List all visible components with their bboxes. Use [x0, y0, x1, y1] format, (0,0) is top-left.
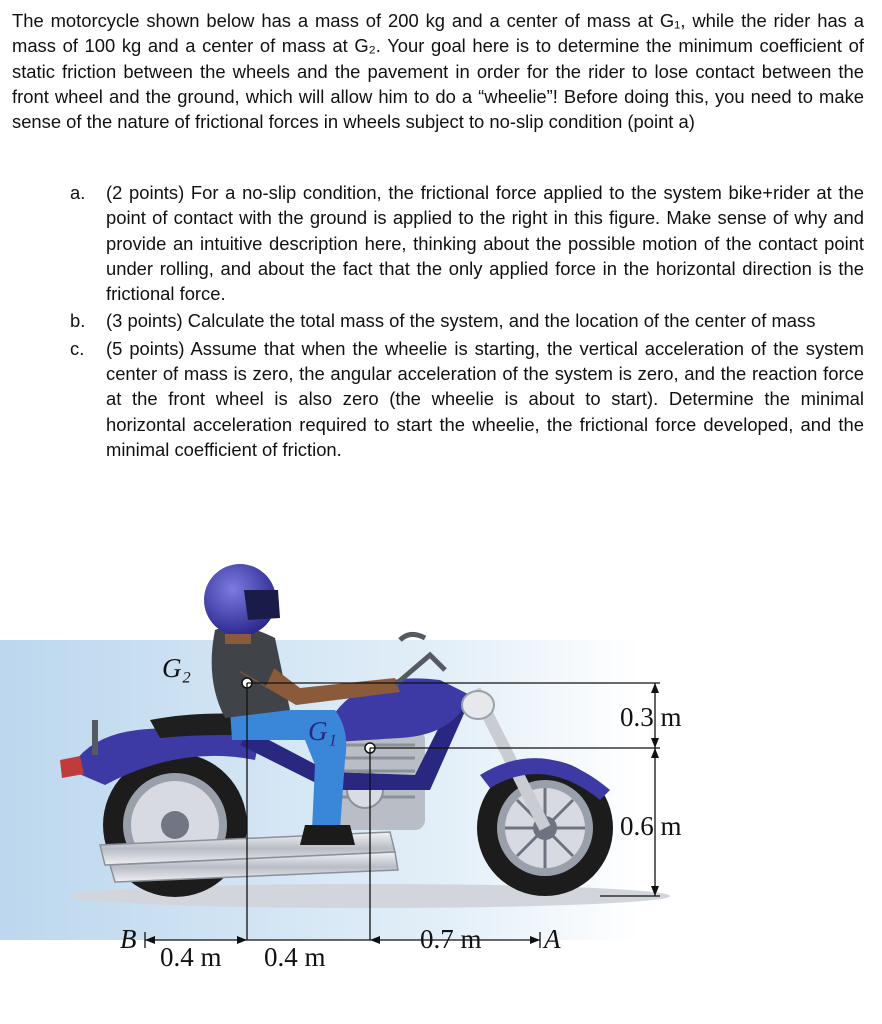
part-b-marker: b.	[70, 310, 86, 332]
motorcycle-figure	[0, 560, 882, 1024]
part-b	[70, 308, 864, 333]
part-a-marker: a.	[70, 182, 86, 203]
part-a	[70, 180, 864, 306]
g1-label: G₁	[308, 716, 337, 746]
point-b-label: B	[120, 924, 137, 954]
dim-0-7m: 0.7 m	[420, 924, 482, 954]
dim-0-3m: 0.3 m	[620, 702, 682, 732]
problem-intro: The motorcycle shown below has a mass of 200 kg and a center of mass at G₁, while the rider has a mass of 100 kg and a center of mass at G₂. Your goal here is to determine the minimum coefficient of static friction between the wheels and the pavement in order for the rider to lose contact between the front wheel and the ground, which will allow him to do a “wheelie”! Before doing this, you need to make sense of the nature of frictional forces in wheels subject to no-slip condition (point a)	[12, 10, 864, 133]
dim-0-4m-right: 0.4 m	[264, 942, 326, 972]
sissy-bar	[92, 720, 98, 755]
g2-label: G₂	[162, 653, 191, 683]
part-a-text: (2 points) For a no-slip condition, the frictional force applied to the system bike+rider at the point of contact with the ground is applied to the right in this figure. Make sense of why and provide an intuitive description here, thinking about the possible motion of the contact point under rolling, and about the fact that the only applied force in the horizontal direction is the frictional force.	[106, 182, 864, 305]
headlight	[462, 691, 494, 719]
part-c	[70, 336, 864, 462]
motorcycle-diagram	[0, 560, 882, 1024]
part-c-text: (5 points) Assume that when the wheelie is starting, the vertical acceleration of the system center of mass is zero, the angular acceleration of the system is zero, and the reaction force at the front wheel is also zero (the wheelie is about to start). Determine the minimal horizontal acceleration required to start the wheelie, the frictional force developed, and the minimal coefficient of friction.	[106, 337, 864, 460]
problem-parts-list	[70, 180, 864, 464]
dim-0-6m: 0.6 m	[620, 811, 682, 841]
part-c-marker: c.	[70, 337, 85, 359]
point-a-label: A	[544, 924, 561, 954]
part-b-text: (3 points) Calculate the total mass of the system, and the location of the center of mass	[106, 310, 816, 332]
dim-0-4m-left: 0.4 m	[160, 942, 222, 972]
